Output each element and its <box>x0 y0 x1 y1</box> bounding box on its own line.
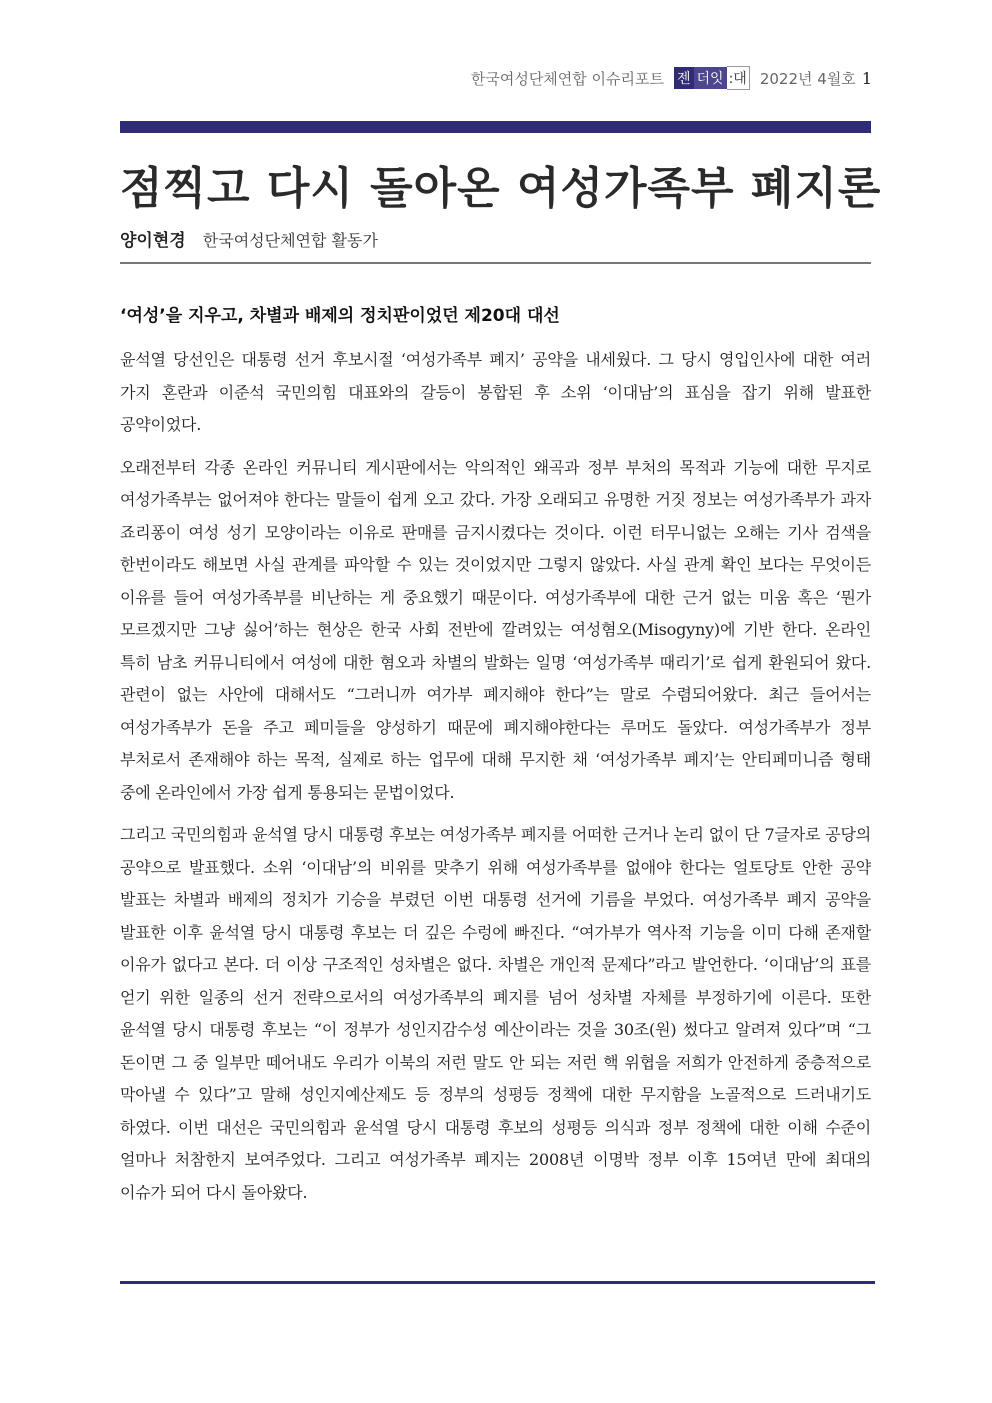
report-series-label: 한국여성단체연합 이슈리포트 <box>470 69 664 88</box>
title-accent-bar <box>120 121 871 133</box>
article-title: 점찍고 다시 돌아온 여성가족부 폐지론 <box>120 163 882 214</box>
byline <box>120 226 378 251</box>
badge-part-2: 더잇 <box>694 67 727 89</box>
footer-accent-bar <box>120 1281 875 1284</box>
section-title: ‘여성’을 지우고, 차별과 배제의 정치판이었던 제20대 대선 <box>120 306 560 326</box>
badge-part-1: 젠 <box>674 67 694 89</box>
badge-part-3: :대 <box>727 66 750 90</box>
author-affiliation: 한국여성단체연합 활동가 <box>202 231 378 250</box>
byline-divider <box>120 262 871 264</box>
paragraph: 오래전부터 각종 온라인 커뮤니티 게시판에서는 악의적인 왜곡과 정부 부처의 목적과 기능에 대한 무지로 여성가족부는 없어져야 한다는 말들이 쉽게 오고 갔다. 가장 오래되고 유명한 거짓 정보는 여성가족부가 과자 죠리퐁이 여성 성기 모양이라는 이유로 판매를 금지시켰다는 것이다. 이런 터무니없는 오해는 기사 검색을 한번이라도 해보면 사실 관계를 파악할 수 있는 것이었지만 그렇지 않았다. 사실 관계 확인 보다는 무엇이든 이유를 들어 여성가족부를 비난하는 게 중요했기 때문이다. 여성가족부에 대한 근거 없는 미움 혹은 ‘뭔가 모르겠지만 그냥 싫어’하는 현상은 한국 사회 전반에 깔려있는 여성혐오(Misogyny)에 기반 한다. 온라인 특히 남초 커뮤니티에서 여성에 대한 혐오과 차별의 발화는 일명 ‘여성가족부 때리기’로 쉽게 환원되어 왔다. 관련이 없는 사안에 대해서도 “그러니까 여가부 폐지해야 한다”는 말로 수렴되어왔다. 최근 들어서는 여성가족부가 돈을 주고 페미들을 양성하기 때문에 폐지해야한다는 루머도 돌았다. 여성가족부가 정부 부처로서 존재해야 하는 목적, 실제로 하는 업무에 대해 무지한 채 ‘여성가족부 폐지’는 안티페미니즘 형태 중에 온라인에서 가장 쉽게 통용되는 문법이었다. <box>120 457 871 802</box>
page-header <box>471 66 872 90</box>
gender-it-da-badge <box>674 66 750 90</box>
author-name: 양이현경 <box>120 231 186 251</box>
article-body <box>120 344 871 1219</box>
paragraph: 그리고 국민의힘과 윤석열 당시 대통령 후보는 여성가족부 폐지를 어떠한 근거나 논리 없이 단 7글자로 공당의 공약으로 발표했다. 소위 ‘이대남’의 비위를 맞추기 위해 여성가족부를 없애야 한다는 얼토당토 안한 공약 발표는 차별과 배제의 정치가 기승을 부렸던 이번 대통령 선거에 기름을 부었다. 여성가족부 폐지 공약을 발표한 이후 윤석열 당시 대통령 후보는 더 깊은 수렁에 빠진다. “여가부가 역사적 기능을 이미 다해 존재할 이유가 없다고 본다. 더 이상 구조적인 성차별은 없다. 차별은 개인적 문제다”라고 발언한다. ‘이대남’의 표를 얻기 위한 일종의 선거 전략으로서의 여성가족부의 폐지를 넘어 성차별 자체를 부정하기에 이른다. 또한 윤석열 당시 대통령 후보는 “이 정부가 성인지감수성 예산이라는 것을 30조(원) 썼다고 알려져 있다”며 “그 돈이면 그 중 일부만 떼어내도 우리가 이북의 저런 말도 안 되는 저런 핵 위협을 저희가 안전하게 중층적으로 막아낼 수 있다”고 말해 성인지예산제도 등 정부의 성평등 정책에 대한 무지함을 노골적으로 드러내기도 하였다. 이번 대선은 국민의힘과 윤석열 당시 대통령 후보의 성평등 의식과 정부 정책에 대한 이해 수준이 얼마나 처참한지 보여주었다. 그리고 여성가족부 폐지는 2008년 이명박 정부 이후 15여년 만에 최대의 이슈가 되어 다시 돌아왔다. <box>120 825 871 1202</box>
page-number: 1 <box>861 68 872 88</box>
issue-date: 2022년 4월호 <box>759 69 856 88</box>
paragraph: 윤석열 당선인은 대통령 선거 후보시절 ‘여성가족부 폐지’ 공약을 내세웠다. 그 당시 영입인사에 대한 여러 가지 혼란과 이준석 국민의힘 대표와의 갈등이 봉합된 후 소위 ‘이대남’의 표심을 잡기 위해 발표한 공약이었다. <box>120 350 871 434</box>
